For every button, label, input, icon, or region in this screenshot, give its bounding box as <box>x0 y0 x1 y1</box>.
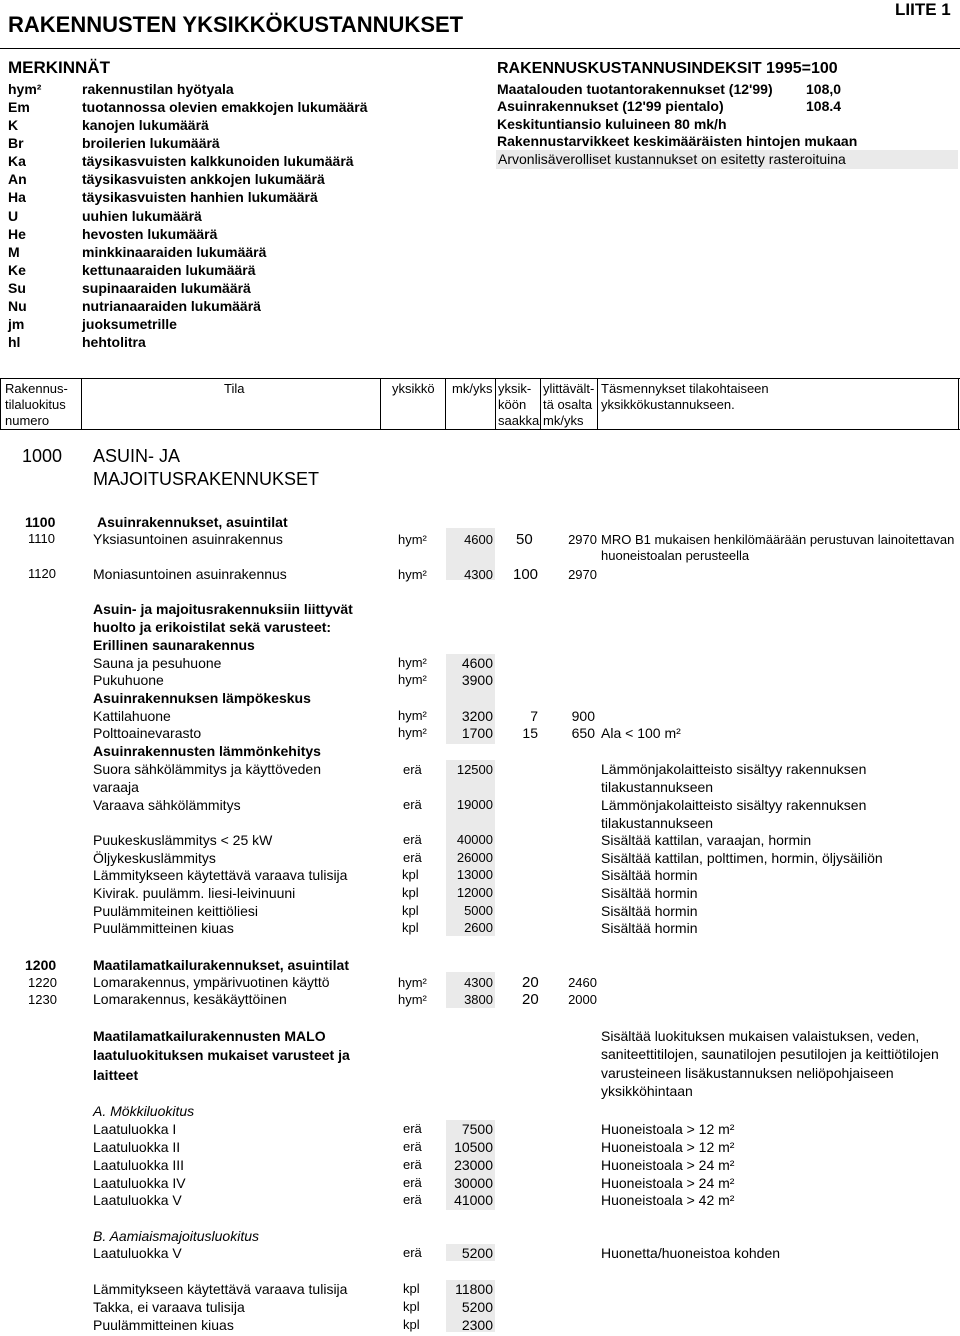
legend-description: broilerien lukumäärä <box>82 135 220 151</box>
suora-unit: erä <box>403 762 422 777</box>
header-vline-7 <box>958 378 959 429</box>
malo-a-note: Huoneistoala > 12 m² <box>601 1139 735 1155</box>
sauna-heading: Erillinen saunarakennus <box>93 637 255 653</box>
kattila-over: 900 <box>571 708 595 724</box>
merkinnat-heading: MERKINNÄT <box>8 58 110 77</box>
takka1-unit: kpl <box>402 867 419 882</box>
suora-note-line2: tilakustannukseen <box>601 779 714 795</box>
takka1-name: Lämmitykseen käytettävä varaava tulisija <box>93 867 348 883</box>
lampokeskus-heading: Asuinrakennuksen lämpökeskus <box>93 690 311 706</box>
varaava-note-line2: tilakustannukseen <box>601 815 714 831</box>
malo-a-name: Laatuluokka I <box>93 1121 177 1137</box>
legend-code: hym² <box>8 81 42 97</box>
row-1230-over: 2000 <box>568 992 597 1007</box>
legend-description: nutrianaaraiden lukumäärä <box>82 298 261 314</box>
huolto-heading-line1: Asuin- ja majoitusrakennuksiin liittyvät <box>93 601 353 617</box>
header-col5-line3: saakka <box>498 413 540 428</box>
malo-extra-unit: kpl <box>403 1299 420 1314</box>
varaava-unit: erä <box>403 797 422 812</box>
header-col3: yksikkö <box>392 381 435 396</box>
legend-code: Su <box>8 280 26 296</box>
row-1220-price: 4300 <box>464 975 493 990</box>
legend-description: täysikasvuisten ankkojen lukumäärä <box>82 171 325 187</box>
section-1200-number: 1200 <box>25 957 57 973</box>
suora-name-line2: varaaja <box>93 779 139 795</box>
malo-a-unit: erä <box>403 1157 422 1172</box>
legend-description: täysikasvuisten kalkkunoiden lukumäärä <box>82 153 354 169</box>
varaava-price: 19000 <box>456 797 493 812</box>
legend-description: kanojen lukumäärä <box>82 117 209 133</box>
legend-code: He <box>8 226 26 242</box>
malo-extra-price: 5200 <box>461 1299 493 1315</box>
section-1000-title-line2: MAJOITUSRAKENNUKSET <box>93 469 320 489</box>
header-col4: mk/yks <box>452 381 493 396</box>
malo-b-heading: B. Aamiaismajoitusluokitus <box>93 1228 259 1244</box>
keittio-name: Puulämmiteinen keittiöliesi <box>93 903 258 919</box>
malo-a-price: 30000 <box>454 1175 493 1191</box>
legend-code: K <box>8 117 19 133</box>
row-1110-note-line1: MRO B1 mukaisen henkilömäärään perustuvan lainoitettavan <box>601 532 955 547</box>
index-row1-label: Maatalouden tuotantorakennukset (12'99) <box>497 81 773 97</box>
row-1110-over: 2970 <box>568 532 597 547</box>
section-1000-number: 1000 <box>22 446 63 466</box>
oljy-price: 26000 <box>456 850 493 865</box>
varaava-name: Varaava sähkölämmitys <box>93 797 241 813</box>
header-vline-3 <box>445 378 446 429</box>
malo-b-note: Huonetta/huoneistoa kohden <box>601 1245 781 1261</box>
malo-extra-price: 11800 <box>455 1281 493 1297</box>
malo-b-unit: erä <box>403 1245 422 1260</box>
legend-code: Ke <box>8 262 26 278</box>
row-1230-name: Lomarakennus, kesäkäyttöinen <box>93 991 287 1007</box>
poltto-unit: hym² <box>398 725 427 740</box>
page-title: RAKENNUSTEN YKSIKKÖKUSTANNUKSET <box>8 12 464 37</box>
legend-code: hl <box>8 334 21 350</box>
header-vline-0 <box>0 378 1 429</box>
row-1220-upto: 20 <box>522 974 539 991</box>
legend-code: Nu <box>8 298 27 314</box>
sauna-unit: hym² <box>398 655 427 670</box>
header-vline-1 <box>81 378 82 429</box>
malo-a-unit: erä <box>403 1192 422 1207</box>
kivirak-price: 12000 <box>456 885 493 900</box>
header-col1-line1: Rakennus- <box>5 381 68 396</box>
keittio-unit: kpl <box>402 903 419 918</box>
row-1110-number: 1110 <box>28 531 55 546</box>
puku-unit: hym² <box>398 672 427 687</box>
malo-note-line4: yksikköhintaan <box>601 1083 693 1099</box>
hourly-rate: Keskituntiansio kuluineen 80 mk/h <box>497 116 727 132</box>
poltto-note: Ala < 100 m² <box>601 725 681 741</box>
header-col1-line2: tilaluokitus <box>5 397 66 412</box>
header-col2: Tila <box>224 381 245 396</box>
kiuas-price: 2600 <box>464 920 493 935</box>
malo-a-name: Laatuluokka V <box>93 1192 182 1208</box>
kivirak-unit: kpl <box>402 885 419 900</box>
legend-description: hehtolitra <box>82 334 146 350</box>
header-col6-line3: mk/yks <box>543 413 584 428</box>
legend-description: hevosten lukumäärä <box>82 226 218 242</box>
row-1230-unit: hym² <box>398 992 427 1007</box>
kattila-upto: 7 <box>530 708 538 724</box>
malo-a-note: Huoneistoala > 12 m² <box>601 1121 735 1137</box>
malo-b-price: 5200 <box>461 1245 493 1261</box>
header-col7-line1: Täsmennykset tilakohtaiseen <box>601 381 769 396</box>
malo-a-unit: erä <box>403 1139 422 1154</box>
row-1230-price: 3800 <box>464 992 493 1007</box>
kiuas-name: Puulämmitteinen kiuas <box>93 920 234 936</box>
oljy-unit: erä <box>403 850 422 865</box>
oljy-note: Sisältää kattilan, polttimen, hormin, öljysäiliön <box>601 850 883 866</box>
keittio-note: Sisältää hormin <box>601 903 698 919</box>
puukeskus-unit: erä <box>403 832 422 847</box>
legend-code: Br <box>8 135 24 151</box>
huolto-heading-line2: huolto ja erikoistilat sekä varusteet: <box>93 619 332 635</box>
row-1110-upto: 50 <box>516 531 533 548</box>
kiuas-note: Sisältää hormin <box>601 920 698 936</box>
malo-a-heading: A. Mökkiluokitus <box>93 1103 195 1119</box>
section-1000-title-line1: ASUIN- JA <box>93 446 181 466</box>
kattila-price: 3200 <box>461 708 493 724</box>
suora-price: 12500 <box>456 762 493 777</box>
legend-description: uuhien lukumäärä <box>82 208 202 224</box>
kivirak-note: Sisältää hormin <box>601 885 698 901</box>
row-1120-name: Moniasuntoinen asuinrakennus <box>93 566 287 582</box>
legend-description: kettunaaraiden lukumäärä <box>82 262 256 278</box>
index-row1-value: 108,0 <box>806 81 842 97</box>
malo-a-price: 23000 <box>454 1157 493 1173</box>
row-1230-upto: 20 <box>522 991 539 1008</box>
row-1120-number: 1120 <box>28 566 56 581</box>
keittio-price: 5000 <box>464 903 493 918</box>
poltto-name: Polttoainevarasto <box>93 725 202 741</box>
legend-code: Ha <box>8 189 26 205</box>
row-1110-unit: hym² <box>398 532 427 547</box>
malo-a-name: Laatuluokka IV <box>93 1175 186 1191</box>
legend-code: Em <box>8 99 30 115</box>
row-1220-number: 1220 <box>28 975 57 990</box>
malo-a-price: 7500 <box>461 1121 493 1137</box>
varaava-note-line1: Lämmönjakolaitteisto sisältyy rakennuksen <box>601 797 867 813</box>
header-vline-6 <box>597 378 598 429</box>
oljy-name: Öljykeskuslämmitys <box>93 850 216 866</box>
legend-description: minkkinaaraiden lukumäärä <box>82 244 267 260</box>
header-bottom-rule <box>0 429 960 430</box>
kivirak-name: Kivirak. puulämm. liesi-leivinuuni <box>93 885 296 901</box>
header-vline-2 <box>380 378 381 429</box>
header-col5-line2: köön <box>498 397 527 412</box>
header-col7-line2: yksikkökustannukseen. <box>601 397 735 412</box>
malo-a-note: Huoneistoala > 24 m² <box>601 1175 735 1191</box>
row-1110-name: Yksiasuntoinen asuinrakennus <box>93 531 283 547</box>
poltto-upto: 15 <box>522 725 538 741</box>
header-col1-line3: numero <box>5 413 50 428</box>
legend-code: Ka <box>8 153 26 169</box>
row-1110-price: 4600 <box>464 532 493 547</box>
section-1100-number: 1100 <box>25 514 56 530</box>
appendix-label: LIITE 1 <box>895 0 951 19</box>
poltto-price: 1700 <box>461 725 493 741</box>
row-1120-over: 2970 <box>568 567 597 582</box>
puukeskus-note: Sisältää kattilan, varaajan, hormin <box>601 832 812 848</box>
row-1220-over: 2460 <box>568 975 597 990</box>
header-vline-5 <box>540 378 541 429</box>
legend-code: M <box>8 244 20 260</box>
takka1-note: Sisältää hormin <box>601 867 698 883</box>
legend-description: tuotannossa olevien emakkojen lukumäärä <box>82 99 368 115</box>
malo-heading-line2: laatuluokituksen mukaiset varusteet ja <box>93 1047 350 1063</box>
malo-extra-unit: kpl <box>403 1317 420 1332</box>
row-1230-number: 1230 <box>28 992 57 1007</box>
malo-extra-name: Puulämmitteinen kiuas <box>93 1317 234 1333</box>
puukeskus-name: Puukeskuslämmitys < 25 kW <box>93 832 273 848</box>
row-1110-note-line2: huoneistoalan perusteella <box>601 548 750 563</box>
legend-code: U <box>8 208 19 224</box>
sauna-price: 4600 <box>461 655 493 671</box>
malo-a-note: Huoneistoala > 42 m² <box>601 1192 735 1208</box>
malo-a-name: Laatuluokka II <box>93 1139 181 1155</box>
sauna-name: Sauna ja pesuhuone <box>93 655 222 671</box>
malo-a-price: 10500 <box>454 1139 493 1155</box>
malo-a-unit: erä <box>403 1175 422 1190</box>
kattila-unit: hym² <box>398 708 427 723</box>
puku-price: 3900 <box>461 672 493 688</box>
suora-note-line1: Lämmönjakolaitteisto sisältyy rakennuksen <box>601 761 867 777</box>
malo-extra-price: 2300 <box>461 1317 493 1333</box>
malo-note-line2: saniteettitilojen, saunatilojen pesutilojen ja keittiötilojen <box>601 1046 939 1062</box>
malo-note-line3: varusteineen lisäkustannuksen neliöpohjaiseen <box>601 1065 894 1081</box>
legend-code: jm <box>8 316 25 332</box>
puku-name: Pukuhuone <box>93 672 164 688</box>
header-vline-4 <box>495 378 496 429</box>
row-1120-upto: 100 <box>513 566 539 583</box>
malo-extra-name: Takka, ei varaava tulisija <box>93 1299 245 1315</box>
malo-a-note: Huoneistoala > 24 m² <box>601 1157 735 1173</box>
legend-description: täysikasvuisten hanhien lukumäärä <box>82 189 318 205</box>
materials-note: Rakennustarvikkeet keskimääräisten hintojen mukaan <box>497 133 858 149</box>
poltto-over: 650 <box>571 725 595 741</box>
malo-heading-line3: laitteet <box>93 1067 139 1083</box>
malo-a-name: Laatuluokka III <box>93 1157 185 1173</box>
malo-b-name: Laatuluokka V <box>93 1245 182 1261</box>
malo-a-price: 41000 <box>454 1192 493 1208</box>
kattila-name: Kattilahuone <box>93 708 171 724</box>
section-1100-title: Asuinrakennukset, asuintilat <box>97 514 288 530</box>
row-1220-name: Lomarakennus, ympärivuotinen käyttö <box>93 974 330 990</box>
header-col5-line1: yksik- <box>498 381 532 396</box>
legend-description: supinaaraiden lukumäärä <box>82 280 251 296</box>
index-heading: RAKENNUSKUSTANNUSINDEKSIT 1995=100 <box>497 60 838 77</box>
legend-code: An <box>8 171 27 187</box>
header-col6-line1: ylittävält- <box>543 381 595 396</box>
index-row2-value: 108.4 <box>806 98 842 114</box>
takka1-price: 13000 <box>456 867 493 882</box>
suora-name-line1: Suora sähkölämmitys ja käyttöveden <box>93 761 321 777</box>
malo-a-unit: erä <box>403 1121 422 1136</box>
kiuas-unit: kpl <box>402 920 419 935</box>
index-row2-label: Asuinrakennukset (12'99 pientalo) <box>497 98 724 114</box>
puukeskus-price: 40000 <box>456 832 493 847</box>
malo-heading-line1: Maatilamatkailurakennusten MALO <box>93 1028 326 1044</box>
malo-extra-name: Lämmitykseen käytettävä varaava tulisija <box>93 1281 348 1297</box>
title-divider <box>0 48 960 49</box>
row-1220-unit: hym² <box>398 975 427 990</box>
row-1120-price: 4300 <box>464 567 493 582</box>
lammonkehitys-heading: Asuinrakennusten lämmönkehitys <box>93 743 321 759</box>
vat-note: Arvonlisäverolliset kustannukset on esitetty rasteroituina <box>498 151 846 167</box>
malo-extra-unit: kpl <box>403 1281 420 1296</box>
legend-description: rakennustilan hyötyala <box>82 81 234 97</box>
header-top-rule <box>0 378 960 379</box>
row-1120-unit: hym² <box>398 567 427 582</box>
malo-note-line1: Sisältää luokituksen mukaisen valaistuksen, veden, <box>601 1028 920 1044</box>
section-1200-title: Maatilamatkailurakennukset, asuintilat <box>93 957 349 973</box>
legend-description: juoksumetrille <box>82 316 177 332</box>
header-col6-line2: tä osalta <box>543 397 593 412</box>
